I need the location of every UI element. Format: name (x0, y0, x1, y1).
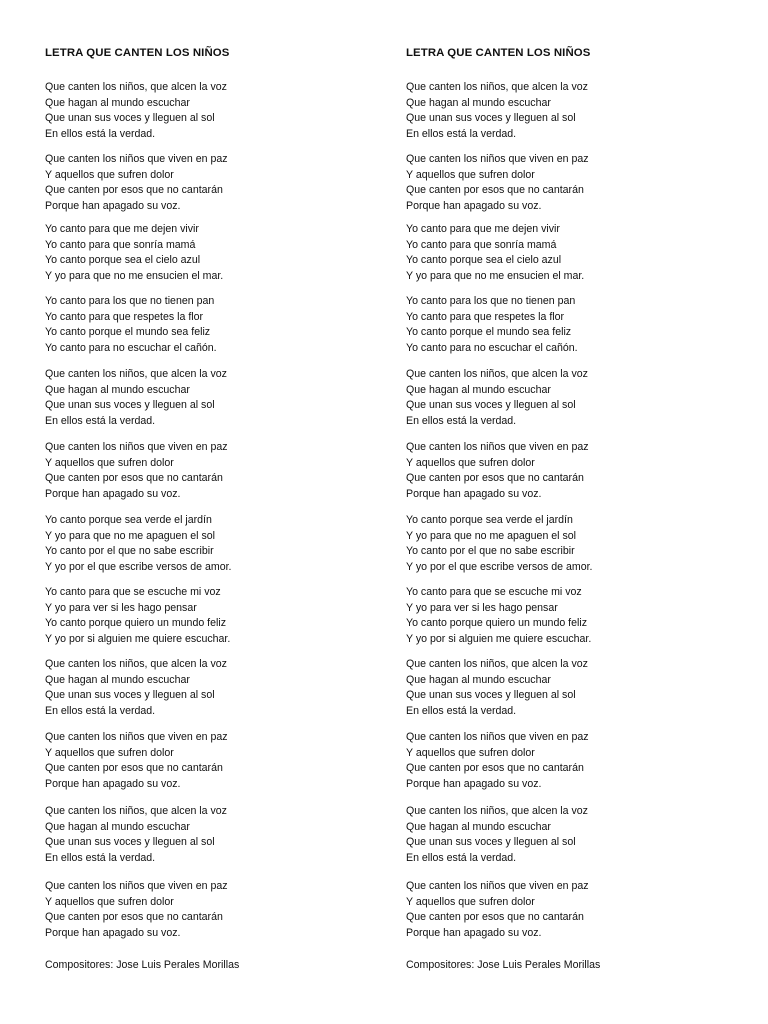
lyric-line: Y yo por el que escribe versos de amor. (406, 560, 593, 573)
lyric-line: Porque han apagado su voz. (45, 199, 181, 212)
lyric-line: Que canten los niños, que alcen la voz (45, 805, 227, 817)
stanza (45, 879, 228, 941)
lyric-line: Yo canto para no escuchar el cañón. (406, 341, 578, 354)
stanza (45, 80, 227, 142)
lyric-line: Yo canto porque sea el cielo azul (45, 254, 201, 267)
stanza (406, 367, 588, 429)
lyric-line: Que canten los niños, que alcen la voz (45, 368, 227, 380)
stanza (406, 513, 592, 575)
stanza (45, 513, 231, 575)
lyrics-title: LETRA QUE CANTEN LOS NIÑOS (406, 47, 591, 59)
lyric-line: Que canten por esos que no cantarán (45, 911, 223, 924)
lyric-line: En ellos está la verdad. (45, 127, 156, 140)
lyric-line: Que unan sus voces y lleguen al sol (406, 112, 576, 125)
lyric-line: Yo canto para no escuchar el cañón. (45, 341, 217, 354)
lyric-line: Que canten por esos que no cantarán (45, 184, 223, 197)
lyric-line: Que hagan al mundo escuchar (406, 383, 551, 396)
lyric-line: Que unan sus voces y lleguen al sol (45, 689, 215, 702)
lyric-line: Porque han apagado su voz. (45, 487, 181, 500)
stanza (406, 152, 589, 214)
stanza (45, 222, 223, 284)
lyric-line: Que hagan al mundo escuchar (406, 820, 551, 833)
lyric-line: En ellos está la verdad. (406, 704, 517, 717)
lyric-line: Yo canto para que respetes la flor (45, 310, 204, 323)
lyric-line: En ellos está la verdad. (45, 704, 156, 717)
lyric-line: Que canten por esos que no cantarán (406, 184, 584, 197)
lyric-line: Y yo para que no me apaguen el sol (45, 529, 216, 542)
stanza (406, 80, 588, 142)
lyric-line: Yo canto para que sonría mamá (406, 238, 557, 251)
composer-credit: Compositores: Jose Luis Perales Morillas (406, 959, 601, 971)
lyric-line: Y yo por si alguien me quiere escuchar. (45, 632, 231, 645)
lyric-line: Porque han apagado su voz. (406, 487, 542, 500)
lyric-line: Que unan sus voces y lleguen al sol (45, 836, 215, 849)
lyric-line: Que canten los niños que viven en paz (406, 731, 589, 743)
stanza (406, 294, 578, 356)
lyric-line: Yo canto para que sonría mamá (45, 238, 196, 251)
lyric-line: Que canten los niños que viven en paz (406, 153, 589, 165)
lyric-line: Porque han apagado su voz. (406, 777, 542, 790)
lyric-line: Que unan sus voces y lleguen al sol (406, 399, 576, 412)
lyric-line: Y aquellos que sufren dolor (45, 895, 174, 908)
lyric-line: Yo canto para que respetes la flor (406, 310, 565, 323)
lyric-line: Yo canto para los que no tienen pan (406, 295, 576, 307)
lyric-line: En ellos está la verdad. (406, 414, 517, 427)
stanza (406, 222, 584, 284)
lyric-line: Y yo para que no me ensucien el mar. (45, 269, 224, 282)
lyric-line: Y yo para que no me ensucien el mar. (406, 269, 585, 282)
lyric-line: En ellos está la verdad. (45, 851, 156, 864)
lyric-line: En ellos está la verdad. (406, 851, 517, 864)
lyric-line: Que canten los niños que viven en paz (45, 441, 228, 453)
lyric-line: Que canten los niños, que alcen la voz (406, 368, 588, 380)
lyric-line: Porque han apagado su voz. (406, 199, 542, 212)
lyric-line: Yo canto para que se escuche mi voz (45, 586, 221, 598)
lyric-line: Yo canto porque sea el cielo azul (406, 254, 562, 267)
lyric-line: Que unan sus voces y lleguen al sol (45, 399, 215, 412)
lyric-line: Que hagan al mundo escuchar (45, 96, 190, 109)
stanza (406, 440, 589, 502)
lyric-line: Que canten por esos que no cantarán (406, 762, 584, 775)
lyric-line: Que canten los niños que viven en paz (45, 731, 228, 743)
lyric-line: Que canten los niños que viven en paz (45, 880, 228, 892)
lyric-line: Que hagan al mundo escuchar (45, 820, 190, 833)
stanza (406, 804, 588, 866)
lyric-line: Yo canto porque sea verde el jardín (406, 514, 573, 526)
lyric-line: Que hagan al mundo escuchar (406, 673, 551, 686)
lyric-line: Yo canto para que me dejen vivir (406, 223, 560, 235)
stanza (45, 440, 228, 502)
lyric-line: Yo canto para los que no tienen pan (45, 295, 215, 307)
lyric-line: Yo canto para que se escuche mi voz (406, 586, 582, 598)
lyric-line: Y aquellos que sufren dolor (406, 895, 535, 908)
stanza (45, 294, 217, 356)
lyric-line: Que unan sus voces y lleguen al sol (406, 836, 576, 849)
lyric-line: Yo canto para que me dejen vivir (45, 223, 199, 235)
lyric-line: Y aquellos que sufren dolor (45, 746, 174, 759)
lyric-line: Que canten los niños, que alcen la voz (45, 658, 227, 670)
lyric-line: Y yo para que no me apaguen el sol (406, 529, 577, 542)
lyric-line: Y aquellos que sufren dolor (45, 456, 174, 469)
lyric-line: Y aquellos que sufren dolor (406, 746, 535, 759)
stanza (45, 804, 227, 866)
lyric-line: Yo canto porque sea verde el jardín (45, 514, 212, 526)
lyric-line: Que canten por esos que no cantarán (406, 911, 584, 924)
stanza (406, 657, 588, 719)
lyric-line: Yo canto porque el mundo sea feliz (406, 326, 572, 339)
lyric-line: Yo canto porque el mundo sea feliz (45, 326, 211, 339)
lyric-line: Que canten los niños, que alcen la voz (45, 81, 227, 93)
lyric-line: Que canten los niños que viven en paz (406, 441, 589, 453)
stanza (406, 585, 591, 647)
lyric-line: Que canten los niños, que alcen la voz (406, 658, 588, 670)
lyric-line: Que hagan al mundo escuchar (45, 673, 190, 686)
lyric-line: Que canten los niños, que alcen la voz (406, 805, 588, 817)
lyric-line: Que unan sus voces y lleguen al sol (45, 112, 215, 125)
lyric-line: Que hagan al mundo escuchar (45, 383, 190, 396)
composer-credit: Compositores: Jose Luis Perales Morillas (45, 959, 240, 971)
lyric-line: Yo canto porque quiero un mundo feliz (45, 617, 227, 630)
lyric-line: Yo canto porque quiero un mundo feliz (406, 617, 588, 630)
lyric-line: Que canten por esos que no cantarán (45, 762, 223, 775)
lyric-line: Y aquellos que sufren dolor (406, 168, 535, 181)
lyric-line: Y yo para ver si les hago pensar (45, 601, 197, 614)
stanza (406, 730, 589, 792)
lyrics-title: LETRA QUE CANTEN LOS NIÑOS (45, 47, 230, 59)
lyric-line: Que canten por esos que no cantarán (45, 472, 223, 485)
stanza (45, 657, 227, 719)
lyric-line: Que hagan al mundo escuchar (406, 96, 551, 109)
lyric-line: Que unan sus voces y lleguen al sol (406, 689, 576, 702)
stanza (45, 585, 230, 647)
lyric-line: Porque han apagado su voz. (45, 777, 181, 790)
lyric-line: Que canten los niños, que alcen la voz (406, 81, 588, 93)
lyric-line: Y aquellos que sufren dolor (45, 168, 174, 181)
lyric-line: Y aquellos que sufren dolor (406, 456, 535, 469)
lyric-line: Yo canto por el que no sabe escribir (45, 545, 214, 558)
stanza (45, 152, 228, 214)
stanza (45, 367, 227, 429)
lyric-line: Yo canto por el que no sabe escribir (406, 545, 575, 558)
lyric-line: En ellos está la verdad. (406, 127, 517, 140)
stanza (406, 879, 589, 941)
stanza (45, 730, 228, 792)
lyric-line: Y yo para ver si les hago pensar (406, 601, 558, 614)
lyric-line: En ellos está la verdad. (45, 414, 156, 427)
lyric-line: Y yo por el que escribe versos de amor. (45, 560, 232, 573)
lyric-line: Porque han apagado su voz. (406, 926, 542, 939)
lyric-line: Que canten por esos que no cantarán (406, 472, 584, 485)
lyric-line: Que canten los niños que viven en paz (45, 153, 228, 165)
lyric-line: Porque han apagado su voz. (45, 926, 181, 939)
lyric-line: Que canten los niños que viven en paz (406, 880, 589, 892)
lyric-line: Y yo por si alguien me quiere escuchar. (406, 632, 592, 645)
